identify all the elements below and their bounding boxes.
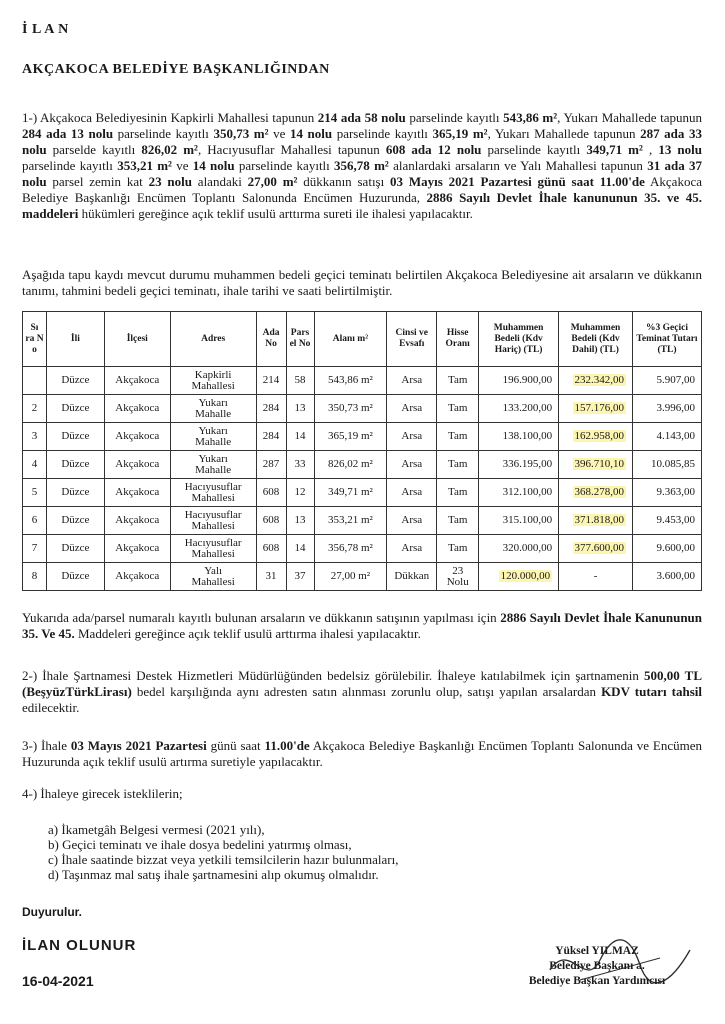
hisse-line: 23: [452, 564, 464, 577]
value-text: 371.818,00: [574, 514, 624, 526]
address-line: Kapkirli: [194, 368, 232, 381]
cell-teminat: 9.453,00: [633, 507, 702, 535]
cell-alan: 353,21 m²: [314, 507, 387, 535]
value-text: 368.278,00: [574, 486, 624, 498]
hisse-line: Tam: [448, 542, 468, 554]
cell-adres: [170, 367, 256, 395]
cell-mb-haric: [479, 563, 559, 591]
cell-mb-dahil: [559, 395, 633, 423]
cell-adres: [170, 479, 256, 507]
cell-cins: Arsa: [387, 507, 437, 535]
cell-mb-dahil: [559, 563, 633, 591]
duyurulur-text: Duyurulur.: [22, 905, 83, 919]
address-line: Hacıyusuflar: [184, 508, 242, 521]
col-header-alan: Alanı m²: [314, 312, 387, 367]
cell-alan: 349,71 m²: [314, 479, 387, 507]
col-header-cins: Cinsi ve Evsafı: [387, 312, 437, 367]
cell-parsel: 14: [286, 423, 314, 451]
cell-parsel: 33: [286, 451, 314, 479]
institution-title: AKÇAKOCA BELEDİYE BAŞKANLIĞINDAN: [22, 62, 330, 77]
cell-mb-haric: [479, 535, 559, 563]
address-line: Mahalle: [195, 463, 232, 476]
cell-cins: Arsa: [387, 395, 437, 423]
cell-hisse: [437, 423, 479, 451]
cell-teminat: 9.600,00: [633, 535, 702, 563]
cell-mb-dahil: [559, 451, 633, 479]
cell-mb-dahil: [559, 479, 633, 507]
value-text: 196.900,00: [502, 374, 553, 386]
cell-mb-haric: [479, 507, 559, 535]
table-row: [23, 535, 702, 563]
col-header-mb-haric: Muhammen Bedeli (Kdv Hariç) (TL): [479, 312, 559, 367]
value-text: 377.600,00: [574, 542, 624, 554]
cell-mb-haric: [479, 479, 559, 507]
cell-il: Düzce: [46, 479, 104, 507]
section-4-title: 4-) İhaleye girecek isteklilerin;: [22, 786, 183, 801]
col-header-teminat: %3 Geçici Teminat Tutarı (TL): [633, 312, 702, 367]
table-row: [23, 507, 702, 535]
cell-adres: [170, 451, 256, 479]
address-line: Yalı: [204, 564, 223, 577]
table-row: [23, 563, 702, 591]
cell-hisse: [437, 395, 479, 423]
col-header-ilce: İlçesi: [104, 312, 170, 367]
cell-teminat: 9.363,00: [633, 479, 702, 507]
cell-alan: 365,19 m²: [314, 423, 387, 451]
col-header-ada: Ada No: [256, 312, 286, 367]
list-item: b) Geçici teminatı ve ihale dosya bedelini yatırmış olması,: [48, 837, 352, 852]
cell-alan: 356,78 m²: [314, 535, 387, 563]
cell-alan: 826,02 m²: [314, 451, 387, 479]
address-line: Mahallesi: [191, 491, 235, 504]
cell-mb-haric: [479, 451, 559, 479]
section-2: 2-) İhale Şartnamesi Destek Hizmetleri Müdürlüğünden bedelsiz görülebilir. İhaleye katılabilmek için şartnamenin 500,00 TL (BeşyüzTürkLirası) bedel karşılığında aynı adresten satın alınması zorunlu olup, satışı yapılan arsalardan KDV tutarı tahsil edilecektir.: [22, 668, 703, 715]
cell-parsel: 12: [286, 479, 314, 507]
value-text: 162.958,00: [574, 430, 624, 442]
address-line: Mahallesi: [191, 519, 235, 532]
cell-no: 6: [23, 507, 47, 535]
value-text: 133.200,00: [502, 402, 553, 414]
cell-il: Düzce: [46, 563, 104, 591]
address-line: Hacıyusuflar: [184, 480, 242, 493]
cell-teminat: 4.143,00: [633, 423, 702, 451]
signer-title-deputy: Belediye Başkan Yardımcısı: [528, 975, 666, 987]
hisse-line: Tam: [448, 458, 468, 470]
table-header-row: [23, 312, 702, 367]
cell-adres: [170, 563, 256, 591]
cell-hisse: [437, 479, 479, 507]
cell-ada: 608: [256, 479, 286, 507]
value-text: 315.100,00: [502, 514, 553, 526]
cell-no: 2: [23, 395, 47, 423]
cell-ilce: Akçakoca: [104, 535, 170, 563]
col-header-adres: Adres: [170, 312, 256, 367]
cell-ilce: Akçakoca: [104, 395, 170, 423]
cell-ilce: Akçakoca: [104, 423, 170, 451]
col-header-no: Sı ra N o: [23, 312, 47, 367]
hisse-line: Tam: [448, 486, 468, 498]
cell-parsel: 58: [286, 367, 314, 395]
value-text: 312.100,00: [502, 486, 553, 498]
address-line: Mahalle: [195, 435, 232, 448]
table-body: [23, 367, 702, 591]
cell-adres: [170, 535, 256, 563]
section-number: 1-): [22, 110, 38, 125]
cell-ilce: Akçakoca: [104, 451, 170, 479]
cell-no: 5: [23, 479, 47, 507]
cell-mb-dahil: [559, 535, 633, 563]
cell-ilce: Akçakoca: [104, 563, 170, 591]
cell-no: [23, 367, 47, 395]
list-item: d) Taşınmaz mal satış ihale şartnamesini alıp okumuş olmalıdır.: [48, 867, 379, 882]
cell-cins: Arsa: [387, 535, 437, 563]
section-number: 3-): [22, 738, 38, 753]
address-line: Yukarı: [198, 424, 228, 437]
col-header-hisse: Hisse Oranı: [437, 312, 479, 367]
cell-cins: Arsa: [387, 423, 437, 451]
list-item: c) İhale saatinde bizzat veya yetkili temsilcilerin hazır bulunmaları,: [48, 852, 399, 867]
handwritten-signature: [540, 930, 700, 1000]
cell-teminat: 3.600,00: [633, 563, 702, 591]
after-table-paragraph: Yukarıda ada/parsel numaralı kayıtlı bulunan arsaların ve dükkanın satışının yapılması için 2886 Sayılı Devlet İhale Kanununun 35. Ve 45. Maddeleri gereğince açık teklif usulü arttırma ihalesi yapılacaktır.: [22, 610, 703, 641]
value-text: 157.176,00: [574, 402, 624, 414]
value-text: 320.000,00: [502, 542, 553, 554]
cell-teminat: 10.085,85: [633, 451, 702, 479]
address-line: Mahallesi: [191, 379, 235, 392]
cell-ilce: Akçakoca: [104, 367, 170, 395]
cell-mb-haric: [479, 395, 559, 423]
value-text: 232.342,00: [574, 374, 624, 386]
section-3: 3-) İhale 03 Mayıs 2021 Pazartesi günü saat 11.00'de Akçakoca Belediye Başkanlığı Encümen Toplantı Salonunda ve Encümen Huzurunda açık teklif usulü artırma suretiyle yapılacaktır.: [22, 738, 702, 769]
table-row: [23, 395, 702, 423]
hisse-line: Tam: [448, 514, 468, 526]
cell-mb-dahil: [559, 507, 633, 535]
cell-il: Düzce: [46, 423, 104, 451]
cell-cins: Arsa: [387, 367, 437, 395]
value-text: 138.100,00: [502, 430, 553, 442]
address-line: Yukarı: [198, 396, 228, 409]
cell-teminat: 5.907,00: [633, 367, 702, 395]
cell-parsel: 13: [286, 507, 314, 535]
property-table: [22, 311, 702, 591]
cell-il: Düzce: [46, 507, 104, 535]
list-item: a) İkametgâh Belgesi vermesi (2021 yılı),: [48, 822, 265, 837]
intro-paragraph: Aşağıda tapu kaydı mevcut durumu muhammen bedeli geçici teminatı belirtilen Akçakoca Belediyesine ait arsaların ve dükkanın tanımı, tahmini bedeli geçici teminatı, ihale tarihi ve saati belirtilmiştir.: [22, 267, 702, 298]
cell-parsel: 14: [286, 535, 314, 563]
address-line: Mahalle: [195, 407, 232, 420]
cell-il: Düzce: [46, 395, 104, 423]
cell-mb-haric: [479, 423, 559, 451]
cell-ada: 214: [256, 367, 286, 395]
cell-alan: 27,00 m²: [314, 563, 387, 591]
cell-ilce: Akçakoca: [104, 507, 170, 535]
address-line: Mahallesi: [191, 547, 235, 560]
cell-hisse: [437, 367, 479, 395]
table-row: [23, 423, 702, 451]
notice-date: 16-04-2021: [22, 973, 94, 989]
ilan-olunur-stamp: İLAN OLUNUR: [22, 937, 137, 954]
cell-adres: [170, 507, 256, 535]
col-header-mb-dahil: Muhammen Bedeli (Kdv Dahil) (TL): [559, 312, 633, 367]
cell-mb-dahil: [559, 367, 633, 395]
address-line: Yukarı: [198, 452, 228, 465]
notice-heading: İ L A N: [22, 22, 69, 37]
table-row: [23, 451, 702, 479]
cell-alan: 350,73 m²: [314, 395, 387, 423]
cell-il: Düzce: [46, 535, 104, 563]
cell-ada: 287: [256, 451, 286, 479]
hisse-line: Nolu: [446, 575, 469, 588]
cell-no: 8: [23, 563, 47, 591]
cell-ada: 284: [256, 395, 286, 423]
cell-il: Düzce: [46, 367, 104, 395]
cell-adres: [170, 423, 256, 451]
cell-parsel: 37: [286, 563, 314, 591]
cell-ilce: Akçakoca: [104, 479, 170, 507]
signer-title: Belediye Başkanı a.: [549, 960, 645, 972]
cell-no: 3: [23, 423, 47, 451]
cell-ada: 608: [256, 507, 286, 535]
value-text: -: [593, 570, 598, 582]
value-text: 396.710,10: [574, 458, 624, 470]
cell-ada: 284: [256, 423, 286, 451]
cell-no: 4: [23, 451, 47, 479]
cell-mb-dahil: [559, 423, 633, 451]
cell-teminat: 3.996,00: [633, 395, 702, 423]
section-number: 2-): [22, 668, 38, 683]
cell-il: Düzce: [46, 451, 104, 479]
cell-alan: 543,86 m²: [314, 367, 387, 395]
hisse-line: Tam: [448, 430, 468, 442]
cell-mb-haric: [479, 367, 559, 395]
cell-cins: Dükkan: [387, 563, 437, 591]
table-row: [23, 367, 702, 395]
cell-adres: [170, 395, 256, 423]
cell-hisse: [437, 451, 479, 479]
cell-cins: Arsa: [387, 451, 437, 479]
cell-cins: Arsa: [387, 479, 437, 507]
cell-no: 7: [23, 535, 47, 563]
hisse-line: Tam: [448, 402, 468, 414]
section-1: 1-) Akçakoca Belediyesinin Kapkirli Mahallesi tapunun 214 ada 58 nolu parselinde kayıtlı 543,86 m², Yukarı Mahallede tapunun 284 ada 13 nolu parselinde kayıtlı 350,73 m² ve 14 nolu parselinde kayıtlı 365,19 m², Yukarı Mahallede tapunun 287 ada 33 nolu parselde kayıtlı 826,02 m², Hacıyusuflar Mahallesi tapunun 608 ada 12 nolu parselinde kayıtlı 349,71 m² , 13 nolu parselinde kayıtlı 353,21 m² ve 14 nolu parselinde kayıtlı 356,78 m² alanlardaki arsaların ve Yalı Mahallesi tapunun 31 ada 37 nolu parsel zemin kat 23 nolu alandaki 27,00 m² dükkanın satışı 03 Mayıs 2021 Pazartesi günü saat 11.00'de Akçakoca Belediye Başkanlığı Encümen Toplantı Salonunda Encümen Huzurunda, 2886 Sayılı Devlet İhale kanununun 35. ve 45. maddeleri hükümleri gereğince açık teklif usulü arttırma sureti ile ihalesi yapılacaktır.: [22, 110, 703, 221]
value-text: 336.195,00: [502, 458, 553, 470]
cell-hisse: [437, 507, 479, 535]
signer-name: Yüksel YILMAZ: [555, 945, 639, 957]
cell-parsel: 13: [286, 395, 314, 423]
address-line: Mahallesi: [191, 575, 235, 588]
address-line: Hacıyusuflar: [184, 536, 242, 549]
cell-ada: 608: [256, 535, 286, 563]
requirements-list: [48, 822, 688, 882]
hisse-line: Tam: [448, 374, 468, 386]
value-text: 120.000,00: [500, 570, 551, 582]
cell-ada: 31: [256, 563, 286, 591]
table-row: [23, 479, 702, 507]
col-header-parsel: Pars el No: [286, 312, 314, 367]
cell-hisse: [437, 563, 479, 591]
col-header-il: İli: [46, 312, 104, 367]
cell-hisse: [437, 535, 479, 563]
